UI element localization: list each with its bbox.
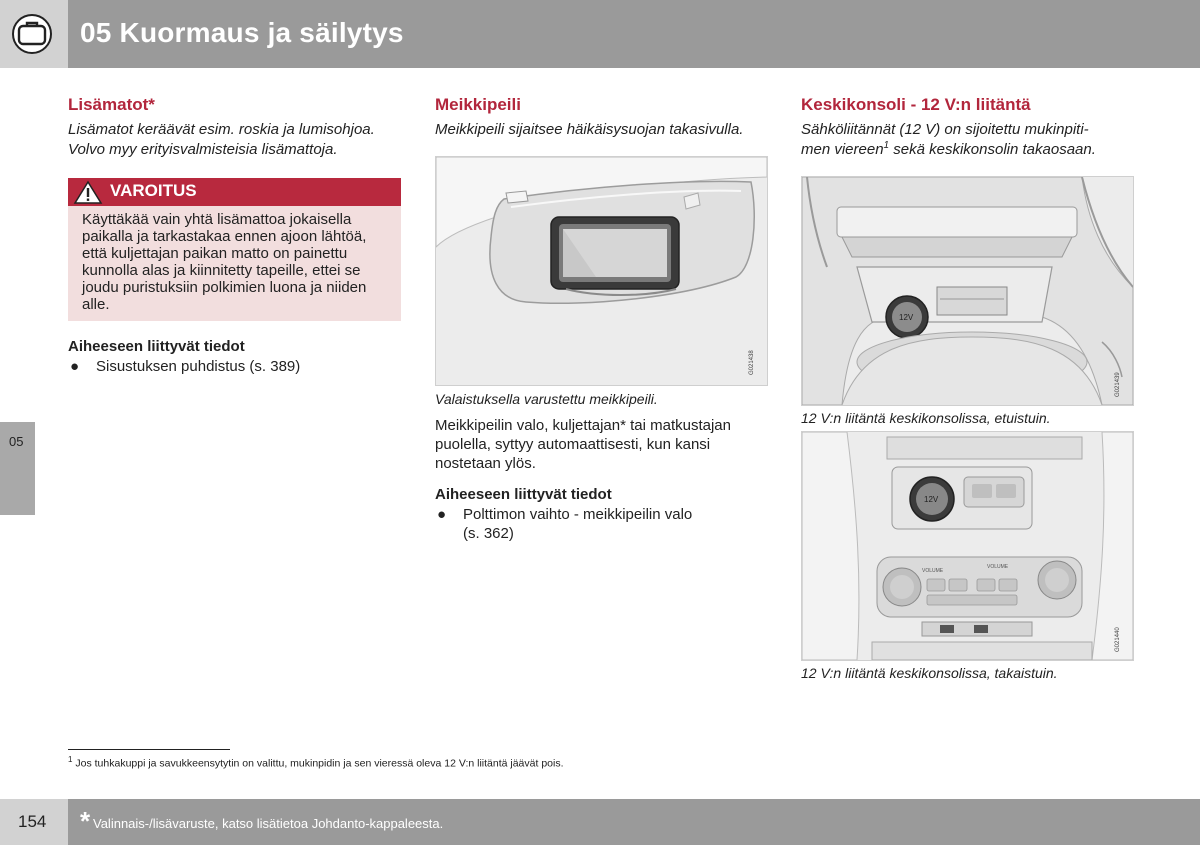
related-link-text: Polttimon vaihto - meikkipeilin valo: [463, 506, 693, 523]
section-intro: Lisämatot keräävät esim. roskia ja lumisohjoa. Volvo myy erityisvalmisteisia lisämattoja.: [68, 121, 375, 158]
bullet-icon: ●: [70, 358, 80, 375]
figure-code: G021439: [1115, 372, 1121, 397]
column-12v-socket: [801, 94, 1134, 682]
front-console-drawing: [802, 177, 1133, 405]
figure-caption: Valaistuksella varustettu meikkipeili.: [435, 391, 658, 407]
socket-label: 12V: [899, 313, 914, 322]
intro-text: sekä keskikonsolin takaosaan.: [889, 141, 1096, 158]
figure-code: G021440: [1115, 627, 1121, 652]
column-meikkipeili: [435, 94, 769, 543]
footnote: [68, 755, 564, 770]
warning-line: joudu puristuksiin polkimien luona ja niiden: [82, 279, 367, 296]
body-line: puolella, syttyy automaattisesti, kun kansi: [435, 436, 711, 453]
rear-console-drawing: [802, 432, 1133, 660]
footer-note: Valinnais-/lisävaruste, katso lisätietoa Johdanto-kappaleesta.: [93, 816, 444, 831]
footnote-marker[interactable]: 1: [883, 140, 890, 151]
chapter-title: 05 Kuormaus ja säilytys: [80, 17, 404, 48]
warning-triangle-icon: [73, 180, 103, 205]
footnote-divider: [68, 749, 230, 750]
optional-star-icon: *: [80, 806, 91, 836]
vanity-mirror-illustration: [435, 156, 768, 386]
related-link-page: (s. 362): [463, 525, 514, 542]
column-lisamatot: [68, 94, 401, 376]
warning-text: [68, 206, 401, 321]
warning-line: että kuljettajan paikan matto on painettu: [82, 245, 348, 262]
section-title: Meikkipeili: [435, 95, 521, 114]
related-link-text: Sisustuksen puhdistus (s. 389): [96, 358, 301, 375]
body-line: nostetaan ylös.: [435, 455, 536, 472]
rear-console-illustration: [801, 431, 1134, 661]
related-info-title: Aiheeseen liittyvät tiedot: [435, 486, 612, 503]
front-console-illustration: [801, 176, 1134, 406]
footnote-text: Jos tuhkakuppi ja savukkeensytytin on valittu, mukinpidin ja sen vieressä oleva 12 V:n liitäntä jäävät pois.: [72, 757, 564, 770]
warning-title: VAROITUS: [110, 181, 197, 200]
warning-line: kunnolla alas ja kiinnitetty tapeille, ettei se: [82, 262, 361, 279]
section-intro: Meikkipeili sijaitsee häikäisysuojan takasivulla.: [435, 121, 744, 138]
figure-code: G021438: [749, 350, 755, 375]
body-text: [435, 416, 769, 473]
related-link[interactable]: [435, 505, 769, 543]
vanity-mirror-drawing: [436, 157, 767, 385]
figure-caption: 12 V:n liitäntä keskikonsolissa, etuistuin.: [801, 410, 1051, 426]
section-intro-line1: Sähköliitännät (12 V) on sijoitettu mukinpiti-: [801, 121, 1089, 138]
body-line: Meikkipeilin valo, kuljettajan* tai matkustajan: [435, 417, 731, 434]
luggage-icon: [12, 14, 52, 54]
figure-caption: 12 V:n liitäntä keskikonsolissa, takaistuin.: [801, 665, 1058, 681]
warning-header: [68, 178, 401, 206]
section-title: Keskikonsoli - 12 V:n liitäntä: [801, 95, 1031, 114]
footnote-number: 1: [68, 755, 73, 764]
chapter-side-tab-label: 05: [9, 434, 24, 449]
bullet-icon: ●: [437, 506, 447, 523]
warning-box: [68, 178, 401, 321]
section-intro-line2: [801, 140, 1134, 160]
intro-text: men viereen: [801, 141, 884, 158]
related-link[interactable]: [68, 357, 401, 376]
warning-line: paikalla ja tarkastakaa ennen ajoon lähtöä,: [82, 228, 367, 245]
chapter-icon-box: [0, 0, 68, 68]
page-number: 154: [18, 812, 47, 831]
warning-line: Käyttäkää vain yhtä lisämattoa jokaisella: [82, 211, 352, 228]
panel-label-left: VOLUME: [922, 568, 944, 574]
related-info-title: Aiheeseen liittyvät tiedot: [68, 338, 245, 355]
socket-label: 12V: [924, 495, 939, 504]
panel-label-right: VOLUME: [987, 564, 1009, 570]
section-title: Lisämatot*: [68, 95, 155, 114]
warning-line: alle.: [82, 296, 110, 313]
